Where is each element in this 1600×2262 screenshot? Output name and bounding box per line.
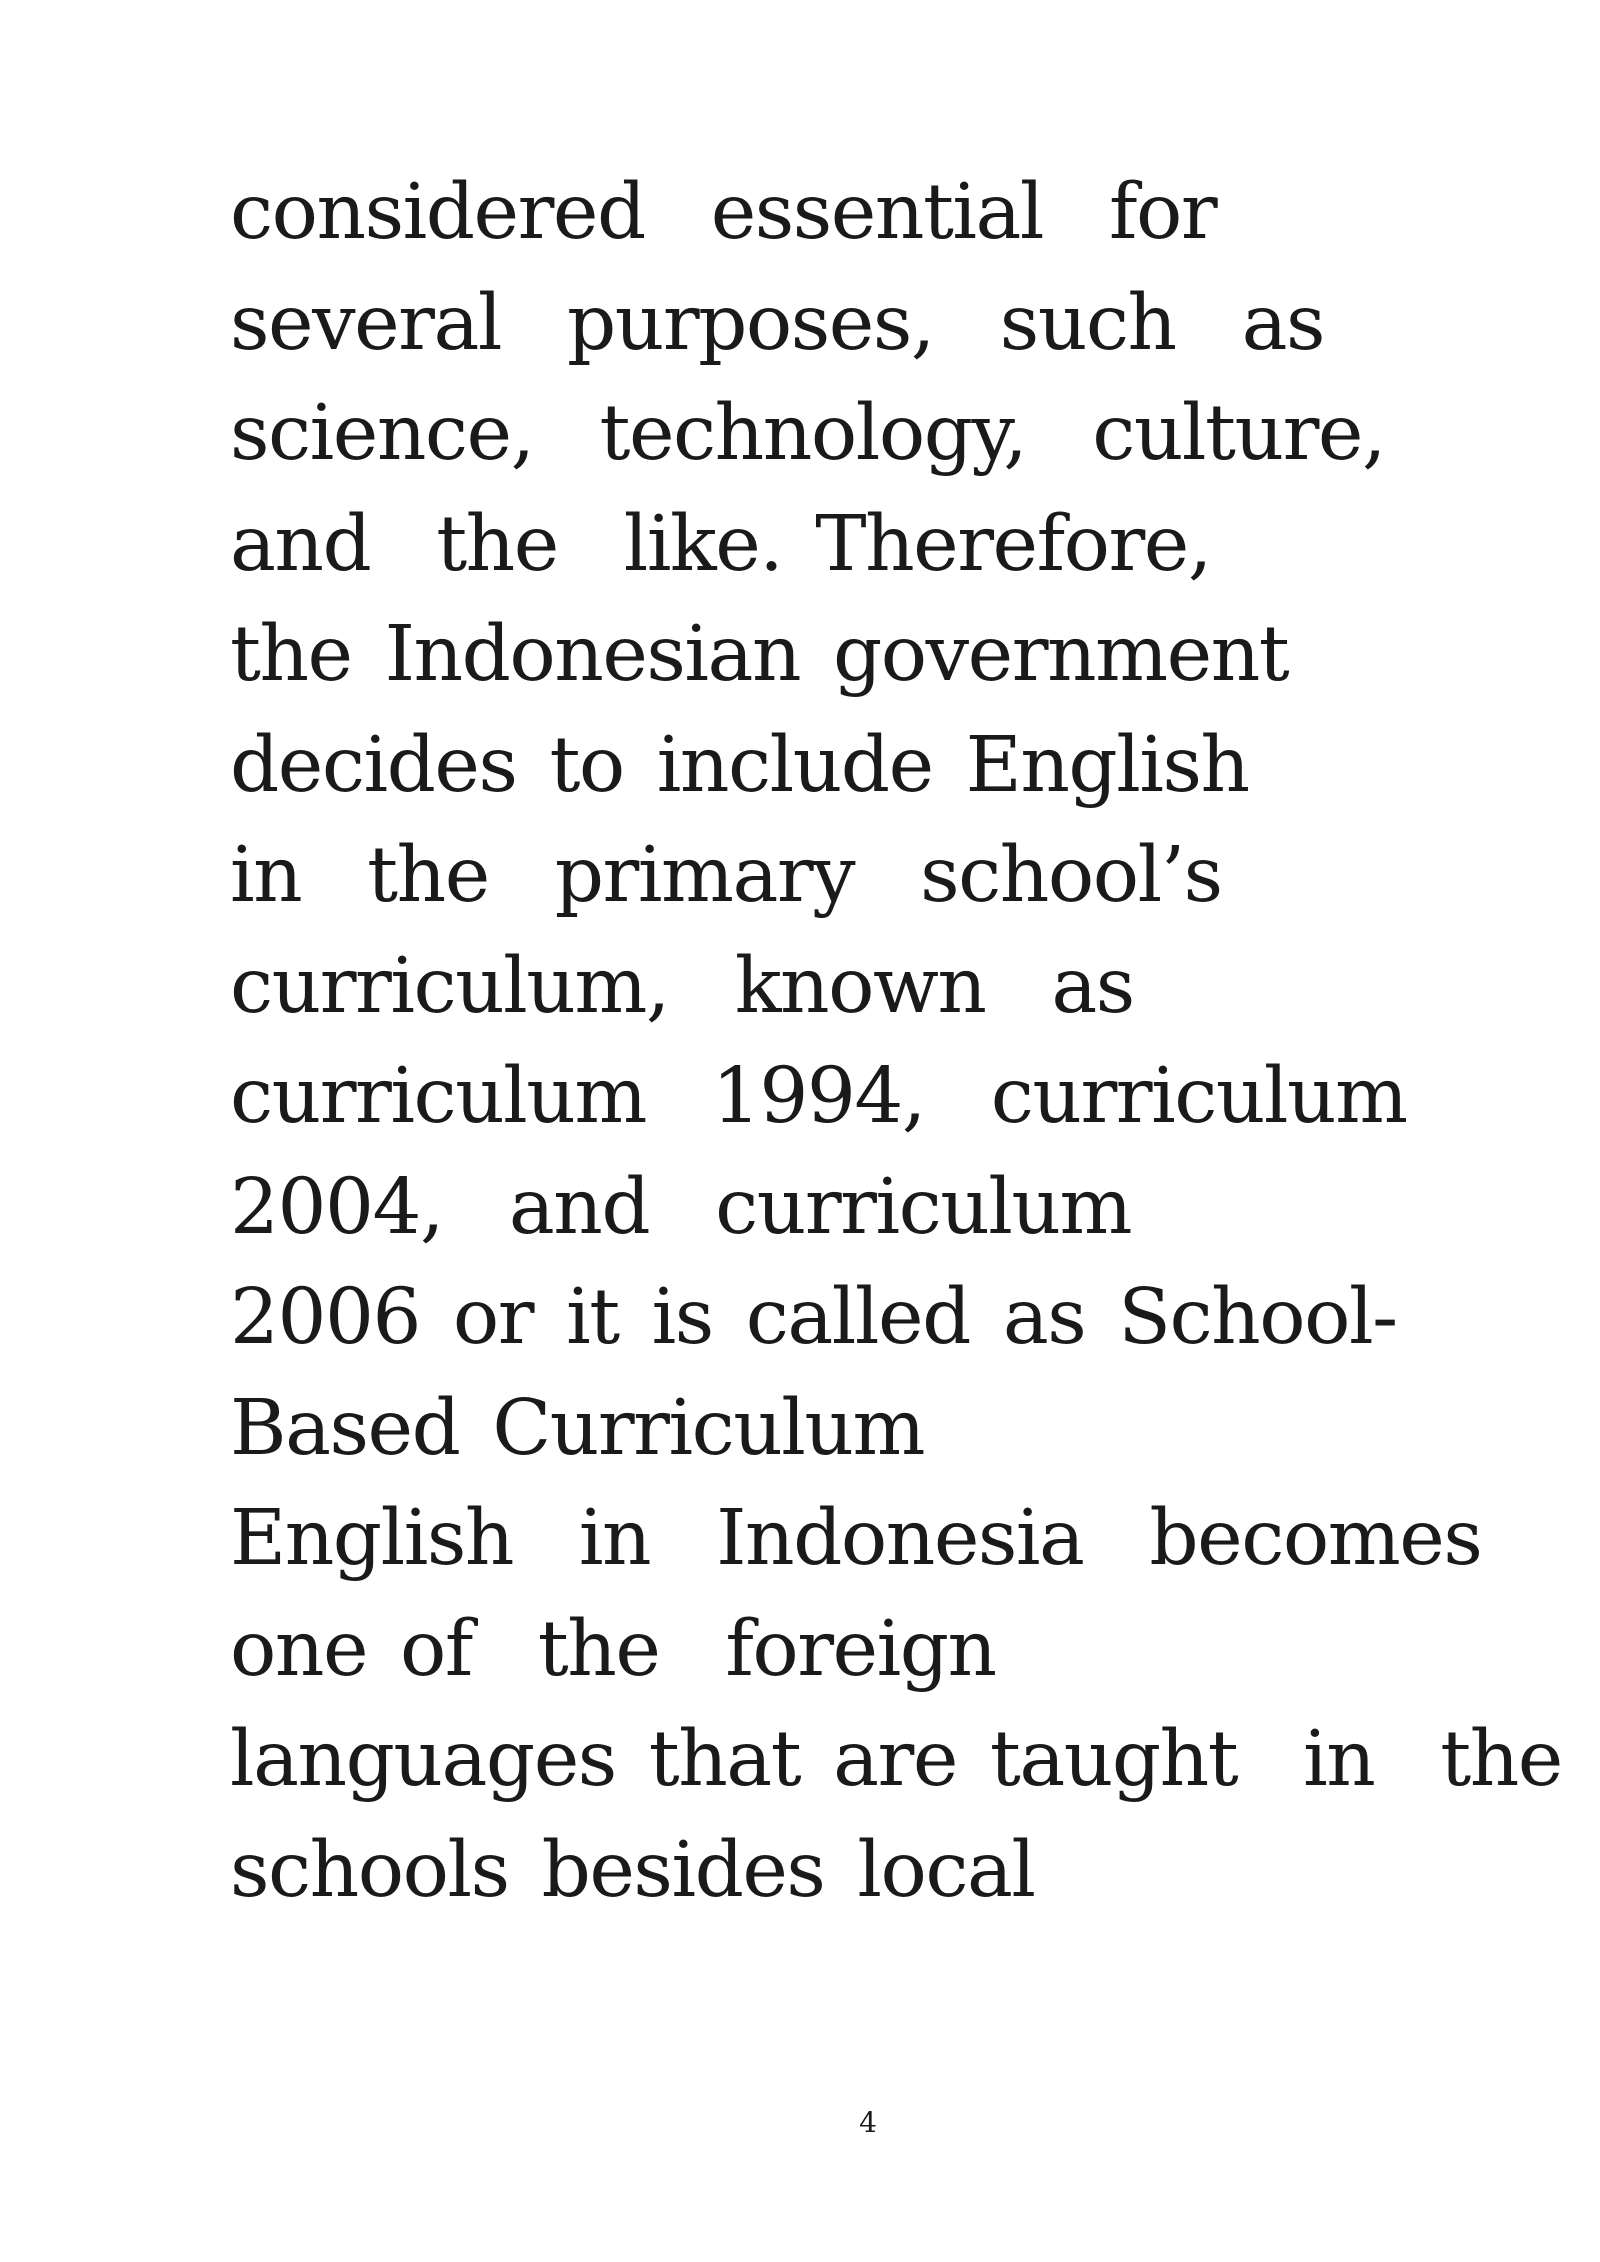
text-line: 2006 or it is called as School-: [230, 1273, 1397, 1362]
text-line: in the primary school’s: [230, 831, 1222, 920]
text-line: one of the foreign: [230, 1604, 996, 1694]
text-line: languages that are taught in the: [230, 1715, 1562, 1804]
text-line: considered essential for: [230, 168, 1217, 257]
body-paragraph: [230, 158, 1570, 1926]
text-line: the Indonesian government: [230, 610, 1289, 699]
text-line: Based Curriculum: [230, 1383, 925, 1473]
text-line: science, technology, culture,: [230, 389, 1385, 478]
text-line: schools besides local: [230, 1825, 1035, 1915]
text-line: decides to include English: [230, 720, 1249, 810]
page-number: 4: [859, 2106, 877, 2139]
text-line: 2004, and curriculum: [230, 1162, 1132, 1252]
text-line: English in Indonesia becomes: [230, 1494, 1482, 1583]
text-line: and the like. Therefore,: [230, 499, 1211, 589]
text-line: several purposes, such as: [230, 278, 1325, 368]
text-line: curriculum 1994, curriculum: [230, 1052, 1407, 1141]
text-line: curriculum, known as: [230, 941, 1134, 1031]
